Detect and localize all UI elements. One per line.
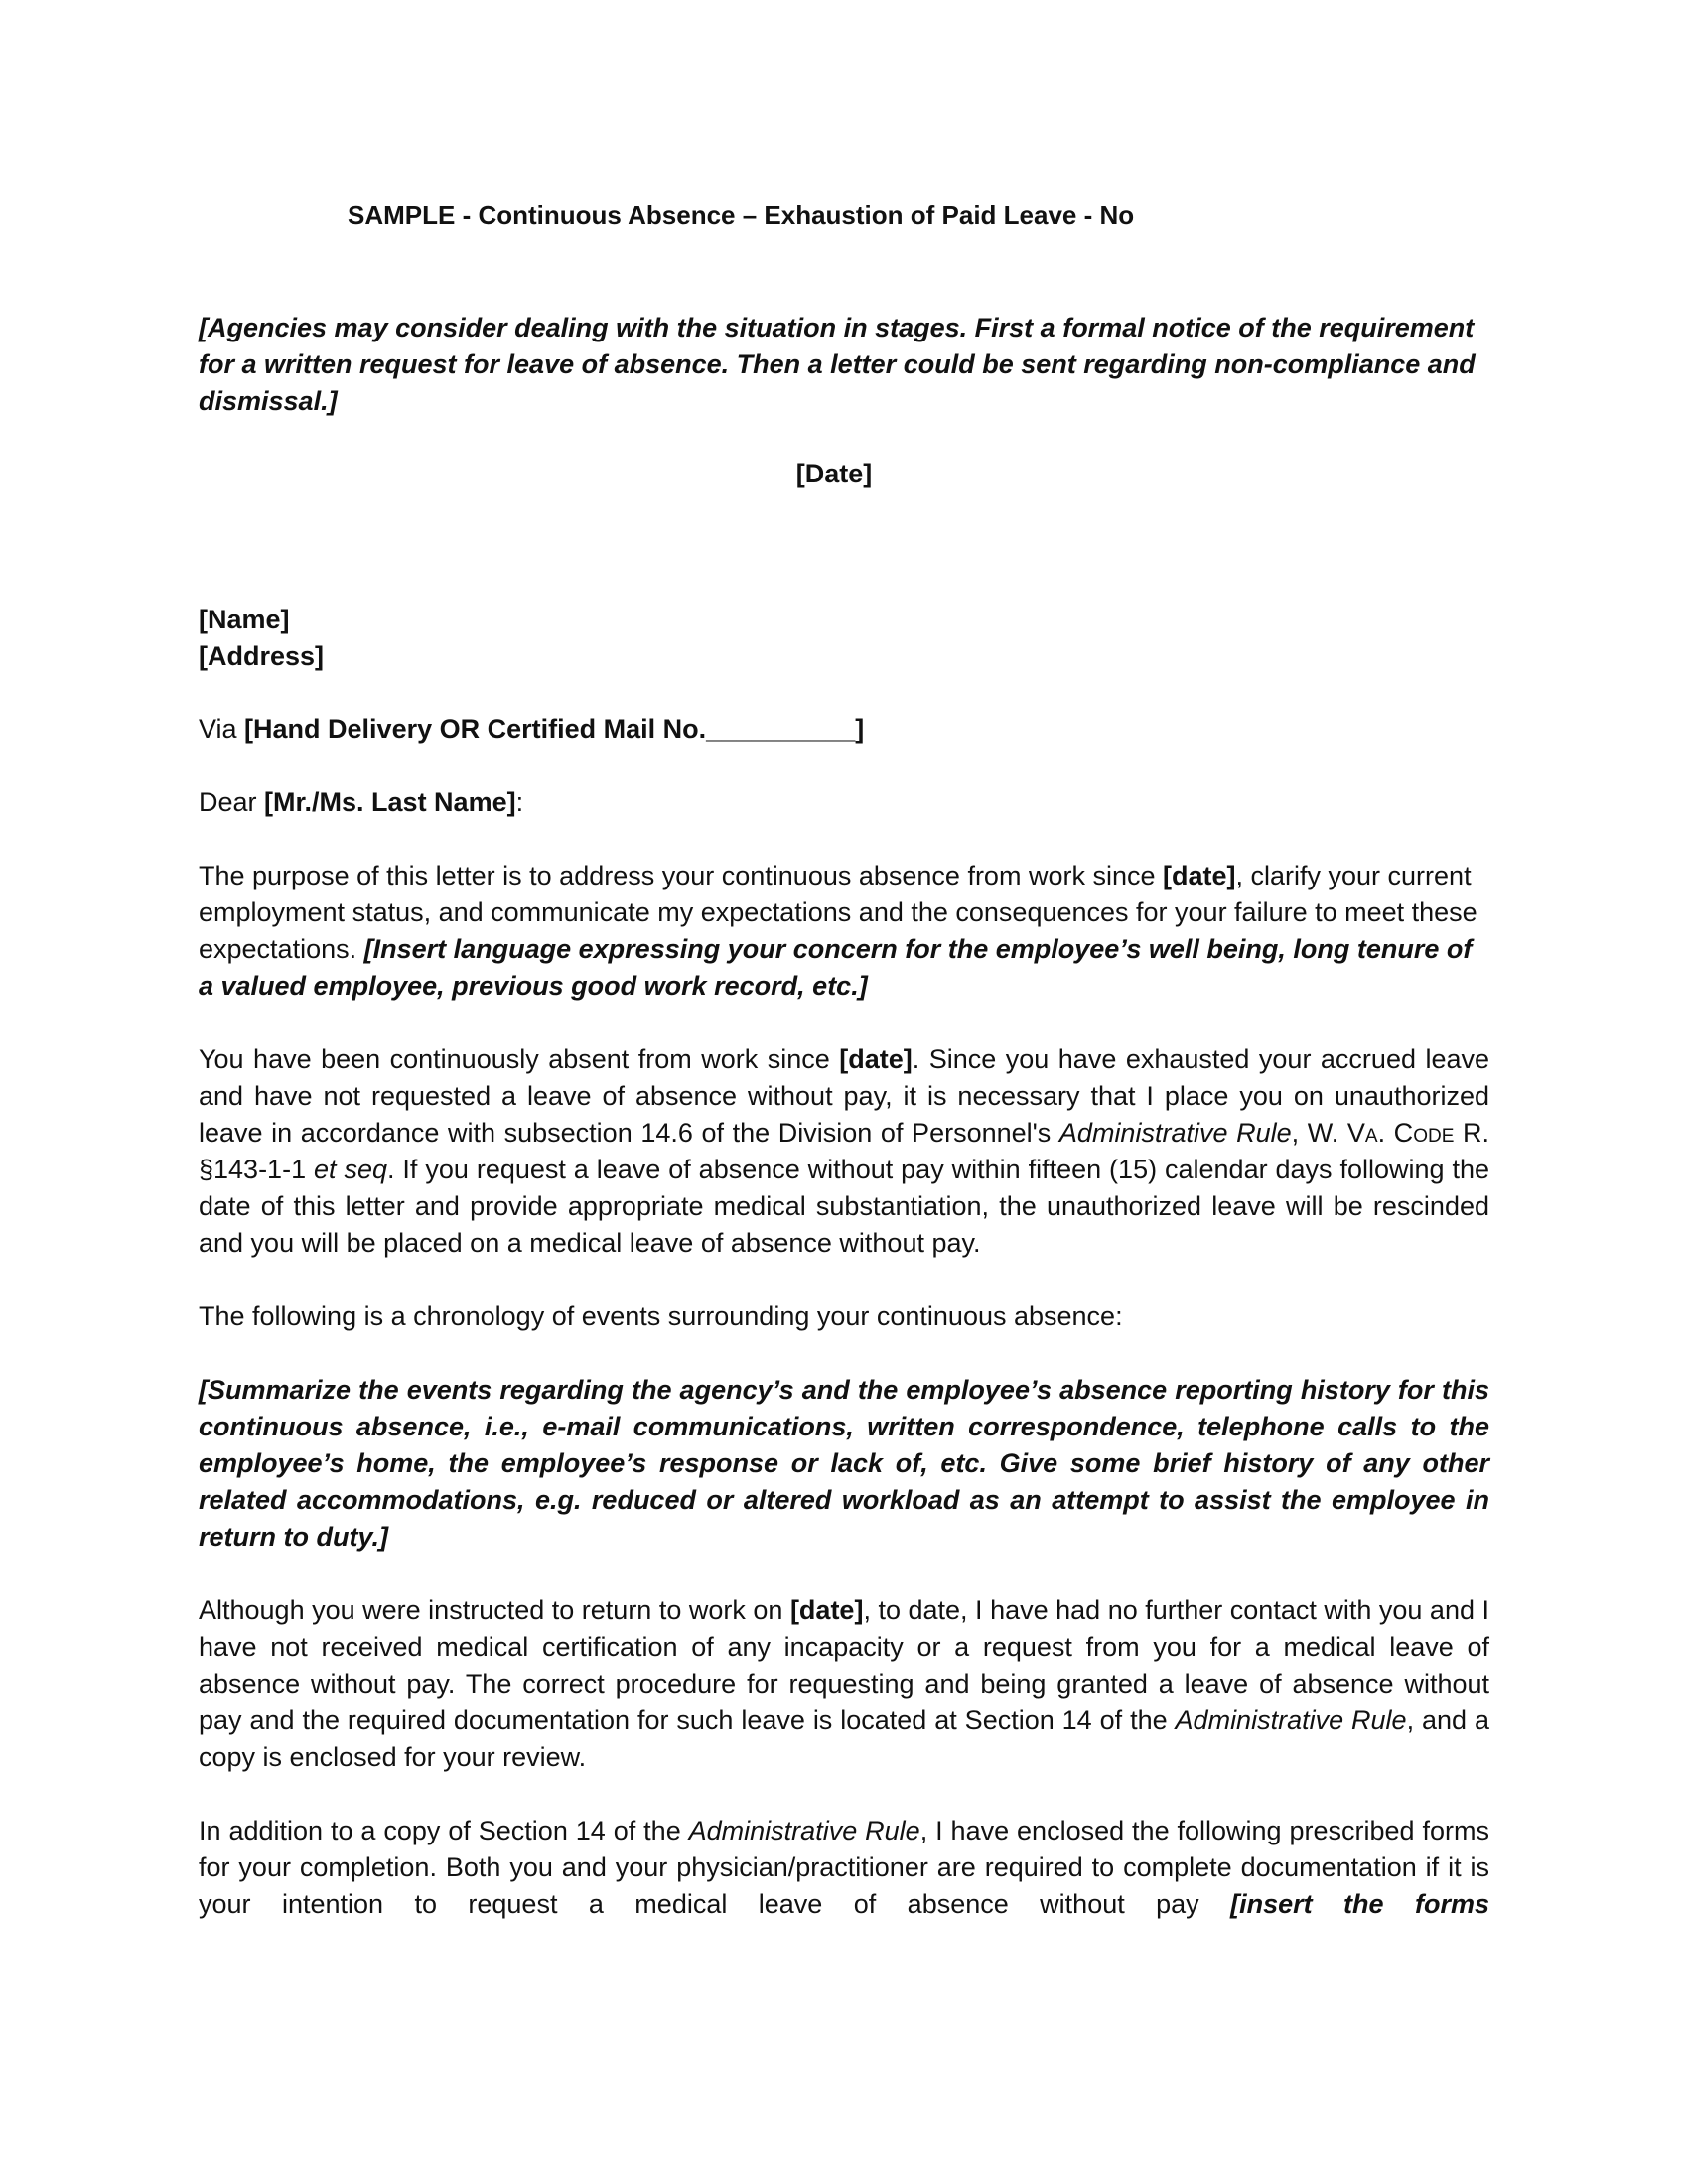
paragraph-enclosed-forms <box>199 1813 1489 1923</box>
p2-text-a: You have been continuously absent from work since <box>199 1044 840 1074</box>
recipient-block <box>199 602 1489 675</box>
p6-instruction: [insert the forms <box>1230 1889 1489 1919</box>
p5-date-placeholder: [date] <box>789 1595 864 1625</box>
p5-text-b: , to date, I have had no further contact with you and I have not received medical certification of any incapacity or a request from you for a medical leave of absence without pay. The correct procedure for requesting and being granted a leave of absence without pay and the required documentation for such leave is located at Section 14 of the <box>199 1595 1489 1735</box>
delivery-method: [Hand Delivery OR Certified Mail No.__________] <box>244 714 865 744</box>
p6-text-a: In addition to a copy of Section 14 of the <box>199 1816 689 1845</box>
p2-date-placeholder: [date] <box>839 1044 913 1074</box>
document-title: SAMPLE - Continuous Absence – Exhaustion of Paid Leave - No <box>348 201 1135 230</box>
p5-administrative-rule: Administrative Rule <box>1175 1706 1407 1735</box>
p2-text-b: . Since you have exhausted your accrued leave and have not requested a leave of absence without pay, it is necessary that I place you on unauthorized leave in accordance with subsection 14.6 of the Division of Personnel's <box>199 1044 1490 1148</box>
salutation-suffix: : <box>515 787 524 817</box>
p1-instruction: [Insert language expressing your concern for the employee’s well being, long tenure of a valued employee, previous good work record, etc.] <box>199 934 1473 1001</box>
p1-text-b: , clarify your current employment status, and communicate my expectations and the consequences for your failure to meet these expectations. <box>199 861 1477 964</box>
p2-text-e: R. §143-1-1 <box>199 1118 1489 1184</box>
recipient-name: [Name] <box>199 605 290 634</box>
p2-text-f: . If you request a leave of absence without pay within fifteen (15) calendar days following the date of this letter and provide appropriate medical substantiation, the unauthorized leave will be rescinded and you will be placed on a medical leave of absence without pay. <box>199 1155 1489 1258</box>
salutation-name: [Mr./Ms. Last Name] <box>264 787 516 817</box>
p1-date-placeholder: [date] <box>1163 861 1236 890</box>
delivery-line <box>199 711 1489 748</box>
date-text: [Date] <box>795 459 873 488</box>
p6-text-b: , I have enclosed the following prescribed forms for your completion. Both you and your physician/practitioner are required to complete documentation if it is your intention to request a medical leave of absence without pay <box>199 1816 1490 1919</box>
p2-code-small: ode <box>1413 1118 1455 1148</box>
p2-text-c: , W. V <box>1291 1118 1365 1148</box>
p2-text-d: . C <box>1377 1118 1414 1148</box>
paragraph-chronology-instruction <box>199 1372 1489 1556</box>
p4-instruction: [Summarize the events regarding the agency’s and the employee’s absence reporting history for this continuous absence, i.e., e-mail communications, written correspondence, telephone calls to the employee’s home, the employee’s response or lack of, etc. Give some brief history of any other related accommodations, e.g. reduced or altered workload as an attempt to assist the employee in return to duty.] <box>199 1375 1489 1552</box>
salutation <box>199 784 1489 821</box>
p3-text: The following is a chronology of events surrounding your continuous absence: <box>199 1301 1123 1331</box>
recipient-address: [Address] <box>199 641 325 671</box>
p5-text-a: Although you were instructed to return to work on <box>199 1595 790 1625</box>
salutation-prefix: Dear <box>199 787 265 817</box>
p2-administrative-rule: Administrative Rule <box>1058 1118 1292 1148</box>
delivery-prefix: Via <box>199 714 245 744</box>
paragraph-return-to-work <box>199 1592 1489 1776</box>
p1-text-a: The purpose of this letter is to address your continuous absence from work since <box>199 861 1163 890</box>
agency-instruction-note <box>199 310 1489 420</box>
paragraph-chronology-intro <box>199 1298 1489 1335</box>
p6-administrative-rule: Administrative Rule <box>688 1816 920 1845</box>
p2-et-seq: et seq <box>314 1155 387 1184</box>
paragraph-purpose <box>199 858 1489 1005</box>
p2-va-small: a <box>1364 1118 1378 1148</box>
date-placeholder <box>0 459 1688 489</box>
instruction-note-text: [Agencies may consider dealing with the situation in stages. First a formal notice of the requirement for a written request for leave of absence. Then a letter could be sent regarding non-compliance and dismissal.] <box>199 313 1476 416</box>
p5-text-c: , and a copy is enclosed for your review. <box>199 1706 1489 1772</box>
paragraph-unauthorized-leave <box>199 1041 1489 1262</box>
